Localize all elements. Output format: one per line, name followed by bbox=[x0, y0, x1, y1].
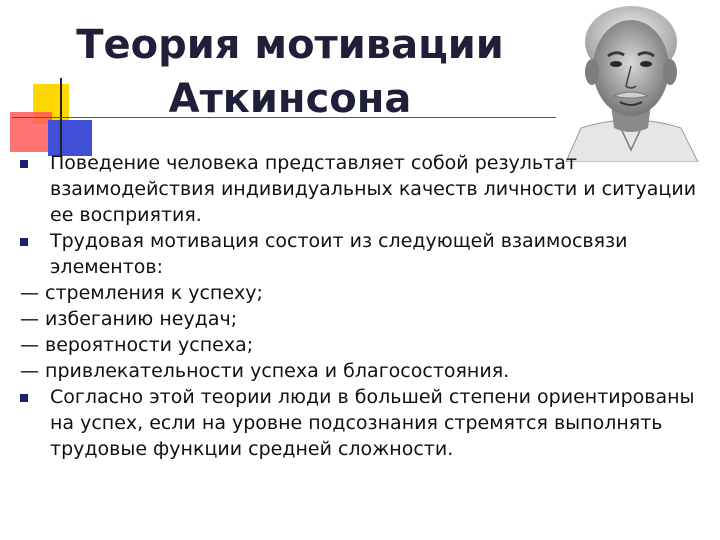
square-bullet-icon bbox=[20, 160, 28, 168]
list-item-text: — привлекательности успеха и благосостояния. bbox=[20, 360, 510, 382]
title-line-2: Аткинсона bbox=[168, 76, 412, 122]
square-bullet-icon bbox=[20, 238, 28, 246]
list-item bbox=[0, 358, 715, 384]
list-item bbox=[0, 306, 715, 332]
list-item bbox=[0, 280, 715, 306]
list-item-text: Согласно этой теории люди в большей степени ориентированы на успех, если на уровне подсознания стремятся выполнять трудовые функции средней сложности. bbox=[50, 386, 695, 460]
list-item-text: — стремления к успеху; bbox=[20, 282, 263, 304]
square-bullet-icon bbox=[20, 394, 28, 402]
slide-title bbox=[40, 18, 540, 126]
list-item bbox=[0, 228, 715, 280]
list-item-text: Трудовая мотивация состоит из следующей взаимосвязи элементов: bbox=[50, 230, 628, 278]
title-line-1: Теория мотивации bbox=[76, 22, 504, 68]
portrait-icon bbox=[556, 0, 706, 162]
slide-content-list bbox=[0, 150, 715, 462]
portrait-photo bbox=[556, 0, 706, 162]
list-item bbox=[0, 150, 715, 228]
list-item bbox=[0, 384, 715, 462]
list-item bbox=[0, 332, 715, 358]
list-item-text: — избеганию неудач; bbox=[20, 308, 238, 330]
list-item-text: Поведение человека представляет собой результат взаимодействия индивидуальных качеств личности и ситуации ее восприятия. bbox=[50, 152, 697, 226]
list-item-text: — вероятности успеха; bbox=[20, 334, 254, 356]
